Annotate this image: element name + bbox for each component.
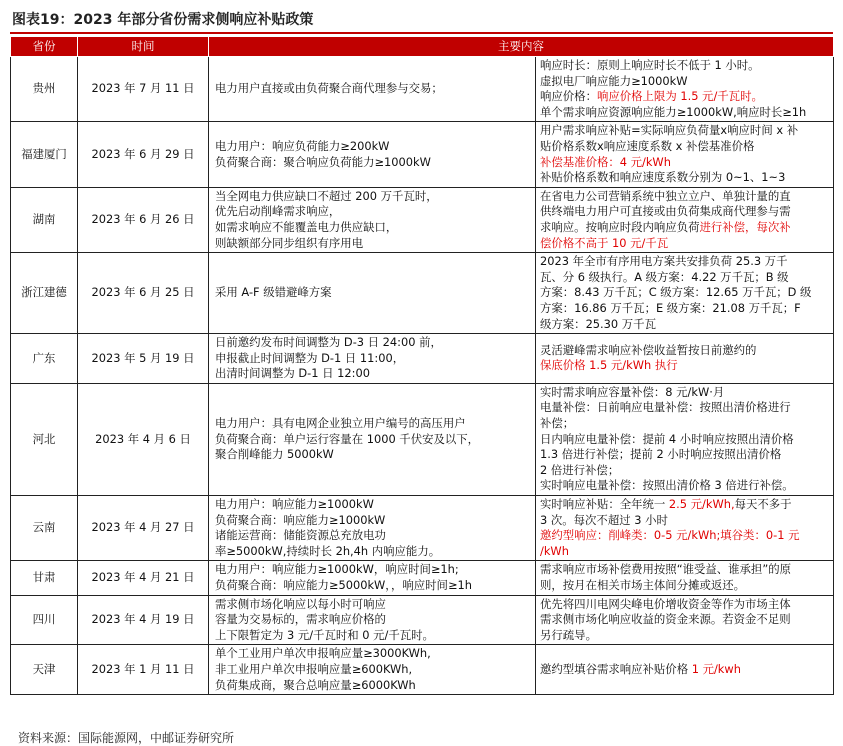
province-cell: 浙江建德 xyxy=(11,253,78,334)
detail-line xyxy=(540,254,829,270)
table-row xyxy=(11,496,834,561)
table-row xyxy=(11,334,834,384)
province-cell: 湖南 xyxy=(11,187,78,252)
header-province: 省份 xyxy=(11,37,78,57)
detail-line xyxy=(540,220,829,236)
highlight-text: /kWh xyxy=(540,543,569,558)
measure-line: 电力用户：响应能力≥1000kW xyxy=(215,497,374,512)
detail-line xyxy=(540,432,829,448)
detail-line xyxy=(540,317,829,333)
highlight-text: 保底价格 1.5 元/kWh 执行 xyxy=(540,358,678,373)
detail-text: 求响应。按响应时段内响应负荷 xyxy=(540,219,700,234)
highlight-text: 偿价格不高于 10 元/千瓦 xyxy=(540,235,669,250)
date-cell: 2023 年 4 月 19 日 xyxy=(78,595,209,645)
measure-line: 优先启动削峰需求响应， xyxy=(215,204,341,219)
detail-text: 灵活避峰需求响应补偿收益暂按日前邀约的 xyxy=(540,342,757,357)
detail-line xyxy=(540,400,829,416)
highlight-text: 补偿基准价格：4 元/kWh xyxy=(540,154,671,169)
table-header-row xyxy=(11,37,834,57)
details-cell xyxy=(536,595,834,645)
measure-line: 非工业用户单次申报响应量≥600KWh, xyxy=(215,661,413,676)
detail-line xyxy=(540,358,829,374)
details-cell xyxy=(536,334,834,384)
header-time: 时间 xyxy=(78,37,209,57)
detail-text: 需求侧市场化响应收益的资金来源。若资金不足则 xyxy=(540,612,791,627)
detail-line xyxy=(540,285,829,301)
measures-cell xyxy=(209,383,536,495)
detail-text: 邀约型填谷需求响应补贴价格 xyxy=(540,661,692,676)
table-row xyxy=(11,122,834,187)
detail-line xyxy=(540,544,829,560)
province-cell: 河北 xyxy=(11,383,78,495)
measures-cell xyxy=(209,645,536,695)
highlight-text: 响应价格上限为 1.5 元/千瓦时。 xyxy=(596,89,763,104)
measure-line: 负荷聚合商：响应能力≥5000kW，，响应时间≥1h xyxy=(215,578,472,592)
detail-line xyxy=(540,463,829,479)
detail-text: 贴价格系数x响应速度系数 x 补偿基准价格 xyxy=(540,138,755,153)
date-cell: 2023 年 7 月 11 日 xyxy=(78,57,209,122)
detail-line xyxy=(540,528,829,544)
detail-text: 瓦、分 6 级执行。A 级方案：4.22 万千瓦；B 级 xyxy=(540,269,789,284)
detail-line xyxy=(540,447,829,463)
details-cell xyxy=(536,496,834,561)
detail-text: 实时需求响应容量补偿：8 元/kW·月 xyxy=(540,384,725,399)
measures-cell xyxy=(209,595,536,645)
detail-text: 实时响应电量补偿：按照出清价格 3 倍进行补偿。 xyxy=(540,478,794,493)
measure-line: 电力用户直接或由负荷聚合商代理参与交易； xyxy=(215,81,443,96)
measure-line: 电力用户：具有电网企业独立用户编号的高压用户 xyxy=(215,416,466,431)
highlight-text: 邀约型响应：削峰类：0-5 元/kWh;填谷类：0-1 元 xyxy=(540,528,800,543)
table-row xyxy=(11,645,834,695)
province-cell: 福建厦门 xyxy=(11,122,78,187)
detail-line xyxy=(540,562,829,578)
measures-cell xyxy=(209,57,536,122)
detail-line xyxy=(540,204,829,220)
detail-line xyxy=(540,89,829,105)
detail-text: 在省电力公司营销系统中独立立户、单独计量的直 xyxy=(540,188,791,203)
detail-line xyxy=(540,597,829,613)
measures-cell xyxy=(209,561,536,595)
table-row xyxy=(11,595,834,645)
policy-table xyxy=(10,36,834,695)
measures-cell xyxy=(209,187,536,252)
measure-line: 申报截止时间调整为 D-1 日 11:00， xyxy=(215,350,405,365)
details-cell xyxy=(536,57,834,122)
detail-text: 每天不多于 xyxy=(734,497,792,512)
detail-line xyxy=(540,662,829,678)
detail-text: 用户需求响应补贴=实际响应负荷量x响应时间 x 补 xyxy=(540,123,799,138)
table-row xyxy=(11,561,834,595)
measures-cell xyxy=(209,253,536,334)
date-cell: 2023 年 6 月 29 日 xyxy=(78,122,209,187)
province-cell: 云南 xyxy=(11,496,78,561)
detail-text: 虚拟电厂响应能力≥1000kW xyxy=(540,73,688,88)
measure-line: 聚合削峰能力 5000kW xyxy=(215,447,334,462)
table-body xyxy=(11,57,834,695)
table-row xyxy=(11,383,834,495)
details-cell xyxy=(536,645,834,695)
detail-text: 3 次。每次不超过 3 小时 xyxy=(540,512,668,527)
detail-text: 则，按月在相关市场主体间分摊或返还。 xyxy=(540,578,746,592)
measure-line: 电力用户：响应能力≥1000kW，响应时间≥1h; xyxy=(215,562,459,577)
detail-text: 响应价格： xyxy=(540,89,597,104)
detail-line xyxy=(540,105,829,121)
measure-line: 负荷聚合商：单户运行容量在 1000 千伏安及以下， xyxy=(215,431,480,446)
detail-text: 单个需求响应资源响应能力≥1000kW,响应时长≥1h xyxy=(540,104,807,119)
province-cell: 天津 xyxy=(11,645,78,695)
detail-line xyxy=(540,478,829,494)
measure-line: 采用 A-F 级错避峰方案 xyxy=(215,285,332,300)
province-cell: 四川 xyxy=(11,595,78,645)
details-cell xyxy=(536,253,834,334)
detail-text: 实时响应补贴：全年统一 xyxy=(540,497,669,512)
detail-text: 级方案：25.30 万千瓦 xyxy=(540,316,656,331)
measure-line: 当全网电力供应缺口不超过 200 万千瓦时， xyxy=(215,188,438,203)
detail-line xyxy=(540,385,829,401)
measure-line: 负荷聚合商：响应能力≥1000kW xyxy=(215,512,386,527)
detail-line xyxy=(540,270,829,286)
details-cell xyxy=(536,187,834,252)
measure-line: 诸能运营商：储能资源总充放电功 xyxy=(215,528,386,543)
figure-title: 图表19：2023 年部分省份需求侧响应补贴政策 xyxy=(12,12,314,28)
province-cell: 广东 xyxy=(11,334,78,384)
detail-line xyxy=(540,301,829,317)
date-cell: 2023 年 6 月 26 日 xyxy=(78,187,209,252)
table-row xyxy=(11,187,834,252)
measure-line: 上下限暂定为 3 元/千瓦时和 0 元/千瓦时。 xyxy=(215,627,434,642)
detail-line xyxy=(540,343,829,359)
detail-text: 日内响应电量补偿：提前 4 小时响应按照出清价格 xyxy=(540,431,794,446)
measure-line: 如需求响应不能覆盖电力供应缺口， xyxy=(215,219,398,234)
measure-line: 容量为交易标的，需求响应价格的 xyxy=(215,612,386,627)
detail-line xyxy=(540,578,829,594)
measure-line: 率≥5000kW,持续时长 2h,4h 内响应能力。 xyxy=(215,543,441,558)
detail-line xyxy=(540,170,829,186)
table-row xyxy=(11,57,834,122)
table-row xyxy=(11,253,834,334)
detail-line xyxy=(540,416,829,432)
detail-text: 补偿； xyxy=(540,416,575,431)
province-cell: 贵州 xyxy=(11,57,78,122)
measure-line: 负荷集成商，聚合总响应量≥6000KWh xyxy=(215,677,416,692)
header-content: 主要内容 xyxy=(209,37,834,57)
measure-line: 负荷聚合商：聚合响应负荷能力≥1000kW xyxy=(215,154,431,169)
title-bar xyxy=(10,6,833,34)
detail-line xyxy=(540,139,829,155)
detail-line xyxy=(540,123,829,139)
measure-line: 日前邀约发布时间调整为 D-3 日 24:00 前， xyxy=(215,335,442,350)
date-cell: 2023 年 1 月 11 日 xyxy=(78,645,209,695)
date-cell: 2023 年 4 月 6 日 xyxy=(78,383,209,495)
details-cell xyxy=(536,383,834,495)
highlight-text: 2.5 元/kWh, xyxy=(668,497,735,512)
detail-line xyxy=(540,189,829,205)
detail-text: 电量补偿：日前响应电量补偿：按照出清价格进行 xyxy=(540,400,791,415)
detail-text: 供终端电力用户可直接或由负荷集成商代理参与需 xyxy=(540,204,791,219)
detail-line xyxy=(540,513,829,529)
details-cell xyxy=(536,561,834,595)
measure-line: 出清时间调整为 D-1 日 12:00 xyxy=(215,366,370,381)
measures-cell xyxy=(209,496,536,561)
detail-text: 需求响应市场补偿费用按照“谁受益、谁承担”的原 xyxy=(540,562,792,577)
detail-line xyxy=(540,612,829,628)
date-cell: 2023 年 6 月 25 日 xyxy=(78,253,209,334)
detail-text: 方案：16.86 万千瓦；E 级方案：21.08 万千瓦；F xyxy=(540,300,801,315)
details-cell xyxy=(536,122,834,187)
detail-text: 优先将四川电网尖峰电价增收资金等作为市场主体 xyxy=(540,596,791,611)
measure-line: 需求侧市场化响应以每小时可响应 xyxy=(215,596,386,611)
highlight-text: 进行补偿，每次补 xyxy=(699,219,791,234)
detail-text: 2 倍进行补偿； xyxy=(540,462,620,477)
province-cell: 甘肃 xyxy=(11,561,78,595)
detail-line xyxy=(540,155,829,171)
source-note: 资料来源：国际能源网，中邮证券研究所 xyxy=(18,731,235,745)
detail-text: 2023 年全市有序用电方案共安排负荷 25.3 万千 xyxy=(540,254,788,269)
detail-line xyxy=(540,58,829,74)
measure-line: 电力用户：响应负荷能力≥200kW xyxy=(215,138,390,153)
detail-text: 响应时长：原则上响应时长不低于 1 小时。 xyxy=(540,58,760,72)
detail-text: 另行疏导。 xyxy=(540,627,597,642)
detail-line xyxy=(540,497,829,513)
detail-line xyxy=(540,236,829,252)
measure-line: 则缺额部分同步组织有序用电 xyxy=(215,235,364,250)
detail-line xyxy=(540,628,829,644)
measures-cell xyxy=(209,122,536,187)
measure-line: 单个工业用户单次申报响应量≥3000KWh, xyxy=(215,646,431,661)
date-cell: 2023 年 4 月 27 日 xyxy=(78,496,209,561)
date-cell: 2023 年 4 月 21 日 xyxy=(78,561,209,595)
measures-cell xyxy=(209,334,536,384)
highlight-text: 1 元/kwh xyxy=(691,661,741,676)
detail-text: 补贴价格系数和响应速度系数分别为 0~1、1~3 xyxy=(540,170,786,185)
detail-line xyxy=(540,74,829,90)
date-cell: 2023 年 5 月 19 日 xyxy=(78,334,209,384)
detail-text: 1.3 倍进行补偿；提前 2 小时响应按照出清价格 xyxy=(540,447,782,462)
detail-text: 方案：8.43 万千瓦；C 级方案：12.65 万千瓦；D 级 xyxy=(540,285,812,300)
